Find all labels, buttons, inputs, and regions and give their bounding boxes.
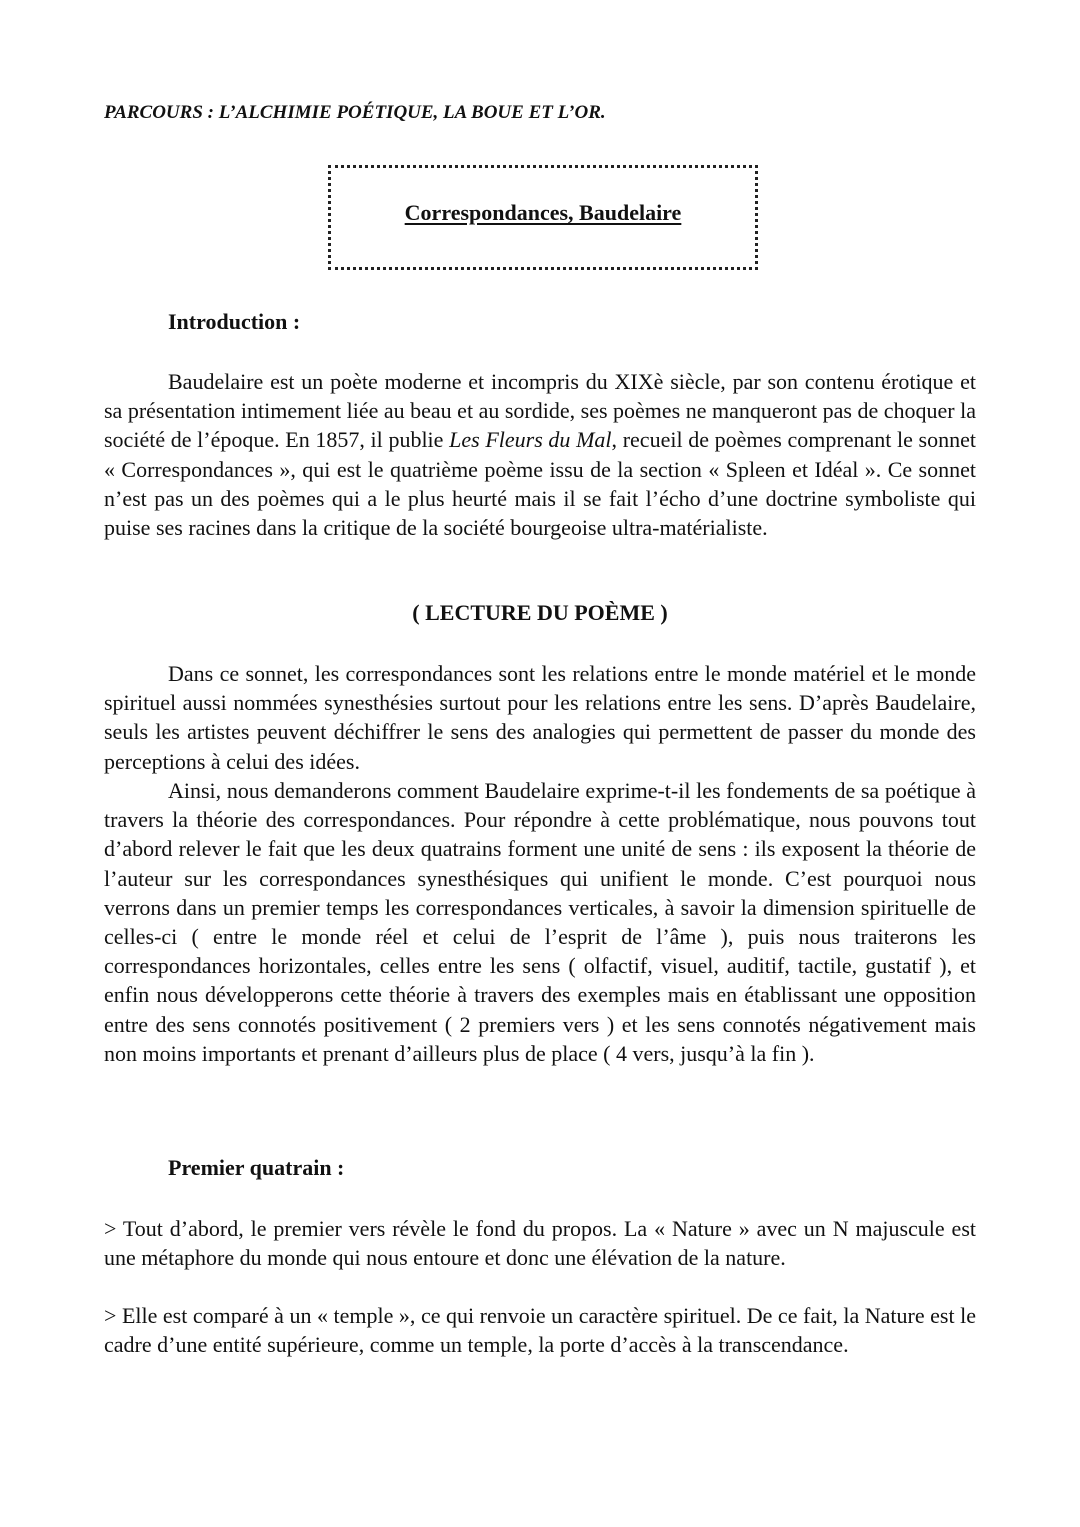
bullet-1-text: > Tout d’abord, le premier vers révèle le fond du propos. La « Nature » avec un N majuscule est une métaphore du monde qui nous entoure et donc une élévation de la nature. — [104, 1216, 976, 1271]
intro-text-end: , recueil de poèmes comprenant le sonnet « Correspondances », qui est le quatrième poème issu de la section « Spleen et Idéal ». Ce sonnet n’est pas un des poèmes qui a le plus heurté mais il se fait l’écho d’une doctrine symboliste qui puise ses racines dans la critique de la société bourgeoise ultra-matérialiste. — [104, 427, 976, 541]
lecture-heading: ( LECTURE DU POÈME ) — [412, 600, 668, 625]
book-title: Les Fleurs du Mal — [449, 427, 612, 453]
title-box — [328, 165, 758, 270]
premier-quatrain-heading: Premier quatrain : — [168, 1155, 345, 1180]
bullet-2 — [104, 1301, 976, 1359]
paragraph-2-text: Dans ce sonnet, les correspondances sont les relations entre le monde matériel et le monde spirituel aussi nommées synesthésies surtout pour les relations entre les sens. D’après Baudelaire, seuls les artistes peuvent déchiffrer le sens des analogies qui permettent de passer du monde des perceptions à celui des idées. — [104, 661, 976, 774]
introduction-heading: Introduction : — [168, 309, 301, 334]
bullet-2-text: > Elle est comparé à un « temple », ce qui renvoie un caractère spirituel. De ce fait, la Nature est le cadre d’une entité supérieure, comme un temple, la porte d’accès à la transcendance. — [104, 1303, 976, 1358]
intro-paragraph-text — [104, 367, 976, 542]
bullet-1 — [104, 1214, 976, 1272]
intro-text-start: Baudelaire est un poète moderne et incompris du XIXè siècle, par son contenu érotique et sa présentation intimement liée au beau et au sordide, ses poèmes ne manqueront pas de choquer la société de l’époque. En 1857, il publie — [104, 369, 976, 453]
paragraph-3 — [104, 776, 976, 1068]
intro-paragraph — [104, 367, 976, 542]
paragraph-2 — [104, 659, 976, 776]
parcours-heading: PARCOURS : L’ALCHIMIE POÉTIQUE, LA BOUE ET L’OR. — [104, 102, 606, 123]
paragraph-3-text: Ainsi, nous demanderons comment Baudelaire exprime-t-il les fondements de sa poétique à travers la théorie des correspondances. Pour répondre à cette problématique, nous pouvons tout d’abord relever le fait que les deux quatrains forment une unité de sens : ils exposent la théorie de l’auteur sur les correspondances synesthésiques qui unifient le monde. C’est pourquoi nous verrons dans un premier temps les correspondances verticales, à savoir la dimension spirituelle de celles-ci ( entre le monde réel et celui de l’esprit de l’âme ), puis nous traiterons les correspondances horizontales, celles entre les sens ( olfactif, visuel, auditif, tactile, gustatif ), et enfin nous développerons cette théorie à travers des exemples mais en établissant une opposition entre des sens connotés positivement ( 2 premiers vers ) et les sens connotés négativement mais non moins importants et prenant d’ailleurs plus de place ( 4 vers, jusqu’à la fin ). — [104, 778, 976, 1066]
document-title: Correspondances, Baudelaire — [404, 200, 682, 225]
